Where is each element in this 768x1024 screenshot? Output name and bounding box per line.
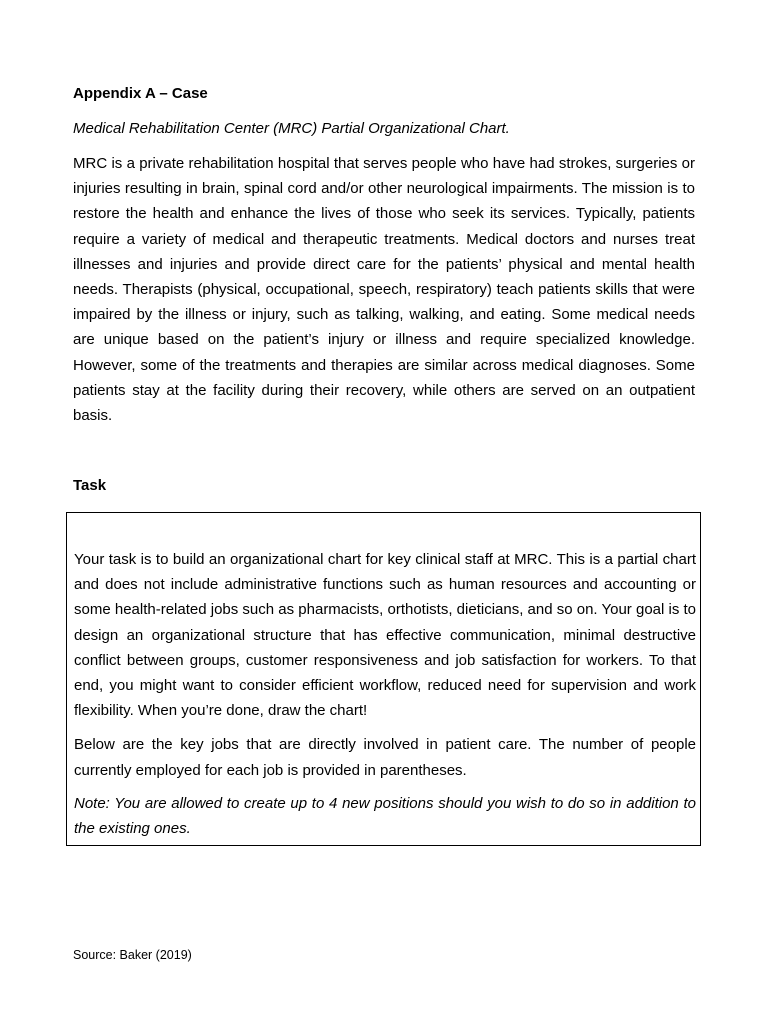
appendix-heading: Appendix A – Case xyxy=(73,85,208,102)
key-jobs-paragraph: Below are the key jobs that are directly involved in patient care. The number of people currently employed for each job is provided in parentheses. xyxy=(74,736,696,779)
task-note: Note: You are allowed to create up to 4 new positions should you wish to do so in addition to the existing ones. xyxy=(74,794,696,838)
task-paragraph: Your task is to build an organizational chart for key clinical staff at MRC. This is a partial chart and does not include administrative functions such as human resources and accounting or some health-related jobs such as pharmacists, orthotists, dieticians, and so on. Your goal is to design an organizational structure that has effective communication, minimal destructive conflict between groups, customer responsiveness and job satisfaction for workers. To that end, you might want to consider efficient workflow, reduced need for supervision and work flexibility. When you’re done, draw the chart! xyxy=(74,551,697,720)
task-heading: Task xyxy=(73,477,107,494)
task-content xyxy=(74,547,696,841)
task-box xyxy=(66,512,701,846)
source-citation: Source: Baker (2019) xyxy=(73,948,192,962)
case-subtitle: Medical Rehabilitation Center (MRC) Partial Organizational Chart. xyxy=(73,120,510,137)
case-description-paragraph: MRC is a private rehabilitation hospital that serves people who have had strokes, surgeries or injuries resulting in brain, spinal cord and/or other neurological impairments. The mission is to restore the health and enhance the lives of those who seek its services. Typically, patients require a variety of medical and therapeutic treatments. Medical doctors and nurses treat illnesses and injuries and provide direct care for the patients’ physical and mental health needs. Therapists (physical, occupational, speech, respiratory) teach patients skills that were impaired by the illness or injury, such as talking, walking, and eating. Some medical needs are unique based on the patient’s injury or illness and require specialized knowledge. However, some of the treatments and therapies are similar across medical diagnoses. Some patients stay at the facility during their recovery, while others are served on an outpatient basis. xyxy=(73,155,695,425)
